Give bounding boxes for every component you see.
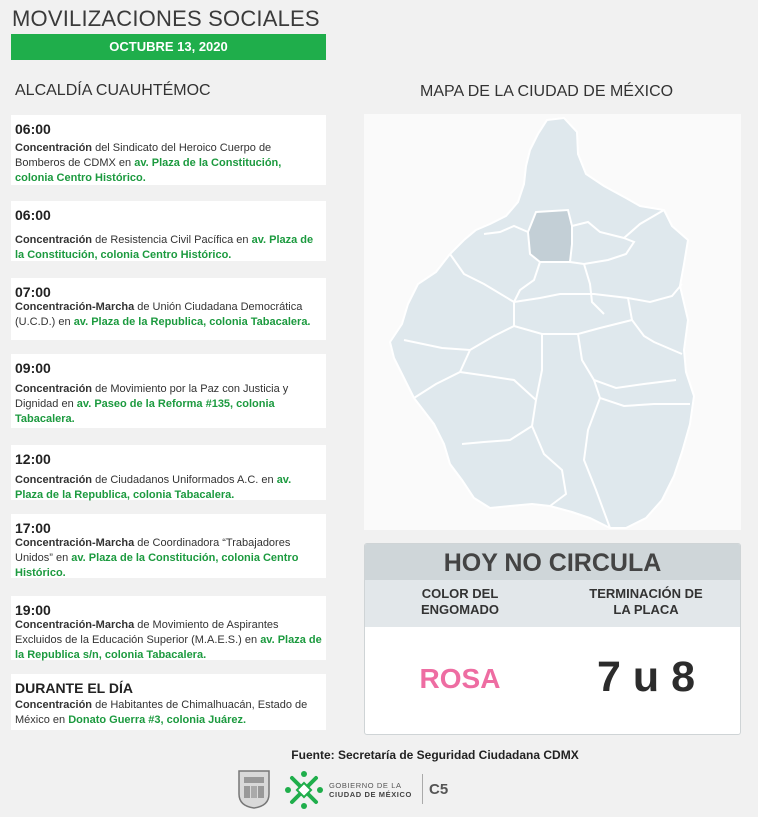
map-highlight-cuauhtemoc	[528, 210, 572, 262]
list-item	[11, 354, 326, 428]
event-time: 09:00	[15, 360, 51, 376]
hoy-no-circula-headers	[365, 580, 740, 627]
event-description	[15, 618, 322, 663]
event-kind: Concentración	[15, 383, 93, 395]
event-time: 19:00	[15, 602, 51, 618]
event-time: 06:00	[15, 121, 51, 137]
footer-logos	[236, 768, 476, 814]
hoy-no-circula-panel	[364, 543, 741, 735]
plate-value: 7 u 8	[597, 653, 695, 701]
color-label-line-2: ENGOMADO	[421, 602, 499, 617]
event-description	[15, 300, 322, 330]
date-banner: OCTUBRE 13, 2020	[11, 34, 326, 60]
event-kind: Concentración	[15, 142, 93, 154]
event-kind: Concentración-Marcha	[15, 619, 135, 631]
event-place: av. Plaza de la Constitución, colonia Centro Histórico.	[15, 157, 282, 184]
color-value: ROSA	[419, 663, 501, 694]
source-footer	[0, 748, 758, 762]
event-description	[15, 473, 322, 503]
logo-divider	[422, 774, 423, 804]
cdmx-map	[364, 114, 741, 530]
event-place: av. Plaza de la Constitución, colonia Centro Histórico.	[15, 234, 314, 261]
cdmx-logo-icon	[284, 770, 324, 810]
list-item	[11, 278, 326, 340]
list-item	[11, 201, 326, 261]
coat-of-arms-icon	[236, 768, 272, 810]
gov-text-line-2: CIUDAD DE MÉXICO	[329, 790, 412, 799]
event-description	[15, 698, 322, 728]
section-heading-map: MAPA DE LA CIUDAD DE MÉXICO	[420, 83, 674, 100]
event-place: av. Paseo de la Reforma #135, colonia Tabacalera.	[15, 398, 275, 425]
event-text: del Sindicato del Heroico Cuerpo de Bomberos de CDMX en	[15, 142, 272, 169]
list-item	[11, 674, 326, 730]
event-text: de Resistencia Civil Pacífica en	[92, 234, 252, 246]
list-item	[11, 445, 326, 500]
event-time: 12:00	[15, 451, 51, 467]
page-title: MOVILIZACIONES SOCIALES	[12, 6, 320, 31]
event-description	[15, 536, 322, 581]
event-place: av. Plaza de la Republica s/n, colonia Tabacalera.	[15, 634, 322, 661]
event-kind: Concentración	[15, 234, 93, 246]
event-place: av. Plaza de la Republica, colonia Tabacalera.	[73, 316, 311, 328]
list-item	[11, 115, 326, 185]
color-engomado-label	[375, 586, 545, 618]
event-time: 07:00	[15, 284, 51, 300]
color-label-line-1: COLOR DEL	[421, 586, 499, 601]
map-graphic	[364, 114, 741, 530]
terminacion-placa-label	[561, 586, 731, 618]
list-item	[11, 596, 326, 660]
event-text: de Coordinadora “Trabajadores Unidos” en	[15, 537, 291, 564]
plate-label-line-1: TERMINACIÓN DE	[589, 586, 703, 601]
event-text: de Habitantes de Chimalhuacán, Estado de México en	[15, 699, 308, 726]
event-kind: Concentración-Marcha	[15, 537, 135, 549]
map-outline	[390, 118, 694, 528]
event-time: DURANTE EL DÍA	[15, 680, 133, 696]
hoy-no-circula-values	[365, 627, 740, 732]
list-item	[11, 514, 326, 578]
source-text: Fuente: Secretaría de Seguridad Ciudadana CDMX	[291, 748, 579, 762]
event-place: av. Plaza de la Republica, colonia Tabacalera.	[15, 474, 292, 501]
event-text: de Movimiento por la Paz con Justicia y Dignidad en	[15, 383, 289, 410]
event-text: de Ciudadanos Uniformados A.C. en	[92, 474, 277, 486]
plate-label-line-2: LA PLACA	[613, 602, 679, 617]
event-place: av. Plaza de la Constitución, colonia Centro Histórico.	[15, 552, 299, 579]
event-time: 17:00	[15, 520, 51, 536]
event-text: de Movimiento de Aspirantes Excluidos de la Educación Superior (M.A.E.S.) en	[15, 619, 279, 646]
event-kind: Concentración	[15, 699, 93, 711]
event-kind: Concentración	[15, 474, 93, 486]
event-time: 06:00	[15, 207, 51, 223]
hoy-no-circula-title: HOY NO CIRCULA	[365, 544, 740, 580]
event-description	[15, 233, 322, 263]
gov-text	[329, 781, 412, 799]
event-text: de Unión Ciudadana Democrática (U.C.D.) en	[15, 301, 303, 328]
c5-logo-text: C5	[429, 781, 449, 798]
event-place: Donato Guerra #3, colonia Juárez.	[68, 714, 247, 726]
section-heading-alcaldia: ALCALDÍA CUAUHTÉMOC	[15, 82, 211, 99]
event-kind: Concentración-Marcha	[15, 301, 135, 313]
event-description	[15, 382, 322, 427]
event-description	[15, 141, 322, 186]
gov-text-line-1: GOBIERNO DE LA	[329, 781, 402, 790]
